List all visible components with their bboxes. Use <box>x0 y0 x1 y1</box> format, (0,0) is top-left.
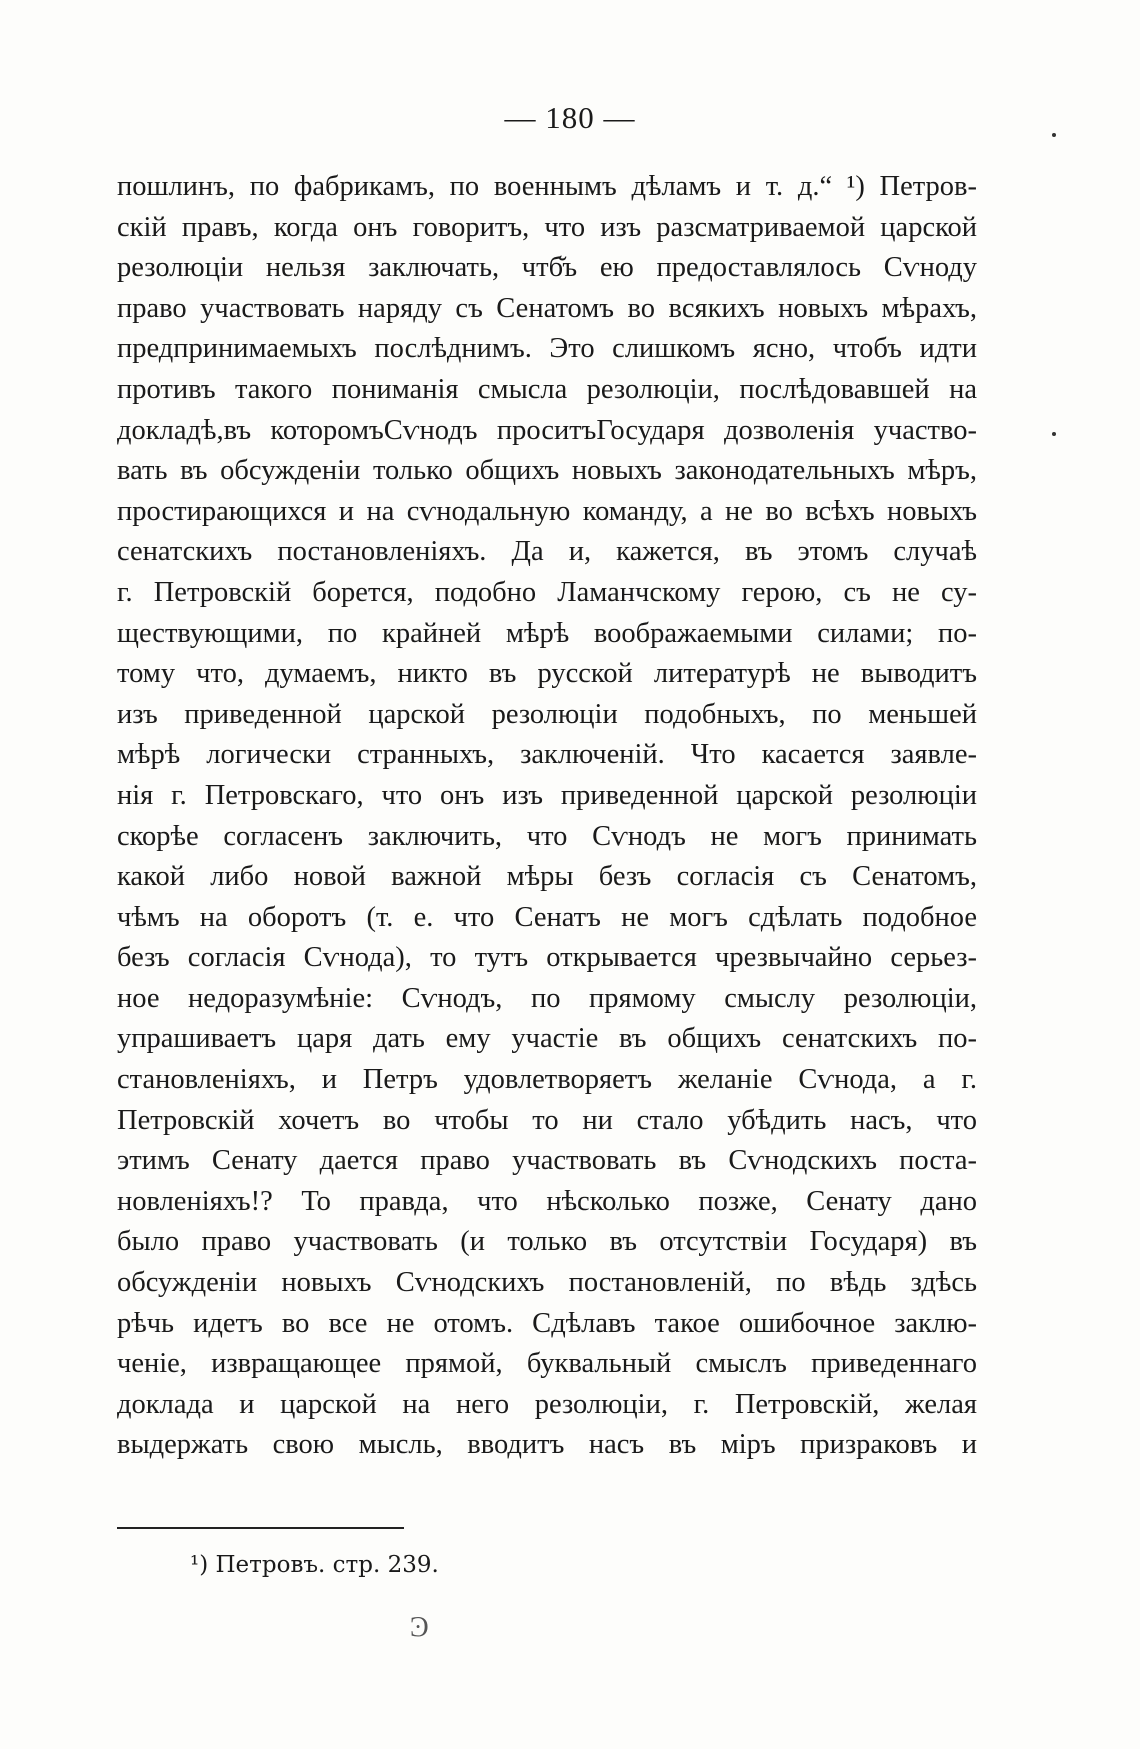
body-text <box>117 167 977 1466</box>
text-line: мѣрѣ логически странныхъ, заключеній. Что касается заявле- <box>117 739 977 771</box>
text-line: нія г. Петровскаго, что онъ изъ приведенной царской резолюціи <box>117 779 977 811</box>
text-line: предпринимаемыхъ послѣднимъ. Это слишкомъ ясно, чтобъ идти <box>117 333 977 365</box>
text-line: какой либо новой важной мѣры безъ согласія съ Сенатомъ, <box>117 861 977 893</box>
text-line: новленіяхъ!? То правда, что нѣсколько позже, Сенату дано <box>117 1185 977 1217</box>
text-line: безъ согласія Сѵнода), то тутъ открывается чрезвычайно серьез- <box>117 942 977 974</box>
scan-speck <box>1052 133 1056 137</box>
text-line: выдержать свою мысль, вводитъ насъ въ міръ призраковъ и <box>117 1429 977 1461</box>
text-line: право участвовать наряду съ Сенатомъ во всякихъ новыхъ мѣрахъ, <box>117 292 977 324</box>
text-line: пошлинъ, по фабрикамъ, по военнымъ дѣламъ и т. д.“ ¹) Петров- <box>117 171 977 202</box>
text-line: г. Петровскій борется, подобно Ламанчскому герою, съ не су- <box>117 576 977 608</box>
text-line: скорѣе согласенъ заключить, что Сѵнодъ не могъ принимать <box>117 820 977 852</box>
text-line: Петровскій хочетъ во чтобы то ни стало убѣдить насъ, что <box>117 1104 977 1136</box>
text-line: противъ такого пониманія смысла резолюціи, послѣдовавшей на <box>117 373 977 405</box>
text-line: докладѣ,въ которомъСѵнодъ проситъГосударя дозволенія участво- <box>117 414 977 446</box>
bottom-printer-mark: Ͽ <box>410 1612 429 1643</box>
text-line: изъ приведенной царской резолюціи подобныхъ, по меньшей <box>117 698 977 730</box>
text-line: ное недоразумѣніе: Сѵнодъ, по прямому смыслу резолюціи, <box>117 982 977 1014</box>
text-line: резолюціи нельзя заключать, чтб̆ъ ею предоставлялось Сѵноду <box>117 252 977 284</box>
text-line: сенатскихъ постановленіяхъ. Да и, кажется, въ этомъ случаѣ <box>117 536 977 568</box>
text-line: ченіе, извращающее прямой, буквальный смыслъ приведеннаго <box>117 1348 977 1380</box>
text-line: упрашиваетъ царя дать ему участіе въ общихъ сенатскихъ по- <box>117 1023 977 1055</box>
text-line: этимъ Сенату дается право участвовать въ Сѵнодскихъ поста- <box>117 1145 977 1177</box>
text-line: обсужденіи новыхъ Сѵнодскихъ постановленій, по вѣдь здѣсь <box>117 1267 977 1299</box>
text-line: скій правъ, когда онъ говоритъ, что изъ разсматриваемой царской <box>117 211 977 243</box>
footnote: ¹) Петровъ. стр. 239. <box>190 1552 439 1578</box>
text-line: простирающихся и на сѵнодальную команду, а не во всѣхъ новыхъ <box>117 495 977 527</box>
text-line: вать въ обсужденіи только общихъ новыхъ законодательныхъ мѣръ, <box>117 455 977 487</box>
footnote-divider <box>117 1527 404 1529</box>
page-number: — 180 — <box>504 100 636 135</box>
text-line: рѣчь идетъ во все не отомъ. Сдѣлавъ такое ошибочное заклю- <box>117 1307 977 1339</box>
text-line: становленіяхъ, и Петръ удовлетворяетъ желаніе Сѵнода, а г. <box>117 1064 977 1096</box>
text-line: ществующими, по крайней мѣрѣ воображаемыми силами; по- <box>117 617 977 649</box>
text-line: доклада и царской на него резолюціи, г. Петровскій, желая <box>117 1388 977 1420</box>
text-line: было право участвовать (и только въ отсутствіи Государя) въ <box>117 1226 977 1258</box>
text-line: чѣмъ на оборотъ (т. е. что Сенатъ не могъ сдѣлать подобное <box>117 901 977 933</box>
scan-speck <box>1052 432 1056 436</box>
text-line: тому что, думаемъ, никто въ русской литературѣ не выводитъ <box>117 658 977 690</box>
